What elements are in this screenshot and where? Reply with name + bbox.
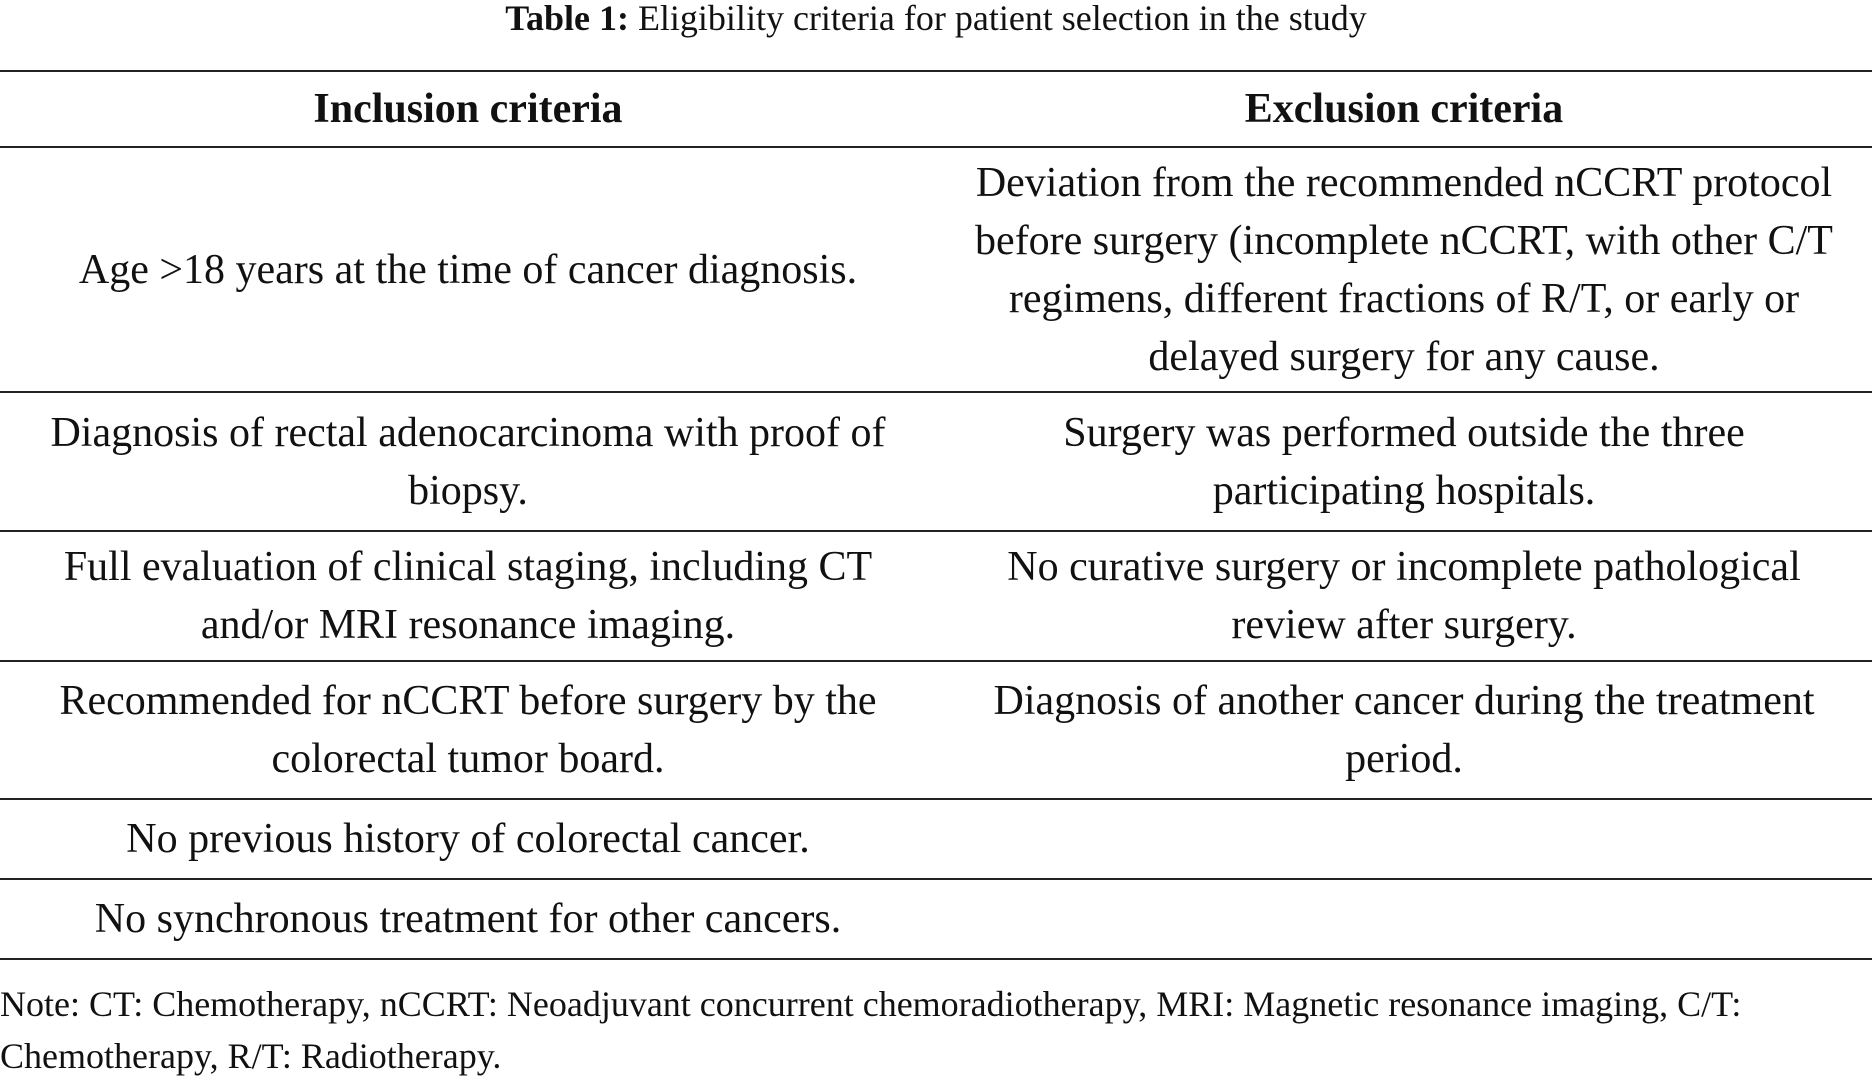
exclusion-cell: Deviation from the recommended nCCRT protocol before surgery (incomplete nCCRT, with other C/T regimens, different fractions of R/T, or early or delayed surgery for any cause. <box>936 147 1872 392</box>
header-exclusion-criteria: Exclusion criteria <box>936 71 1872 147</box>
inclusion-cell: Age >18 years at the time of cancer diagnosis. <box>0 147 936 392</box>
inclusion-cell: Diagnosis of rectal adenocarcinoma with proof of biopsy. <box>0 392 936 531</box>
header-inclusion-criteria: Inclusion criteria <box>0 71 936 147</box>
table-row <box>0 879 1872 959</box>
table-row <box>0 661 1872 799</box>
exclusion-cell <box>936 799 1872 879</box>
table-caption-label: Table 1: <box>505 0 629 38</box>
table-caption <box>0 0 1872 40</box>
table-row <box>0 392 1872 531</box>
table-header-row <box>0 71 1872 147</box>
exclusion-cell: No curative surgery or incomplete pathological review after surgery. <box>936 531 1872 661</box>
inclusion-cell: No synchronous treatment for other cancers. <box>0 879 936 959</box>
table-caption-text: Eligibility criteria for patient selection in the study <box>628 0 1367 38</box>
eligibility-criteria-table <box>0 70 1872 960</box>
exclusion-cell: Surgery was performed outside the three participating hospitals. <box>936 392 1872 531</box>
inclusion-cell: No previous history of colorectal cancer. <box>0 799 936 879</box>
table-row <box>0 147 1872 392</box>
table-row <box>0 799 1872 879</box>
table-row <box>0 531 1872 661</box>
exclusion-cell <box>936 879 1872 959</box>
inclusion-cell: Recommended for nCCRT before surgery by the colorectal tumor board. <box>0 661 936 799</box>
inclusion-cell: Full evaluation of clinical staging, including CT and/or MRI resonance imaging. <box>0 531 936 661</box>
table-note: Note: CT: Chemotherapy, nCCRT: Neoadjuvant concurrent chemoradiotherapy, MRI: Magnetic resonance imaging, C/T: Chemotherapy, R/T: Radiotherapy. <box>0 984 1742 1076</box>
exclusion-cell: Diagnosis of another cancer during the treatment period. <box>936 661 1872 799</box>
